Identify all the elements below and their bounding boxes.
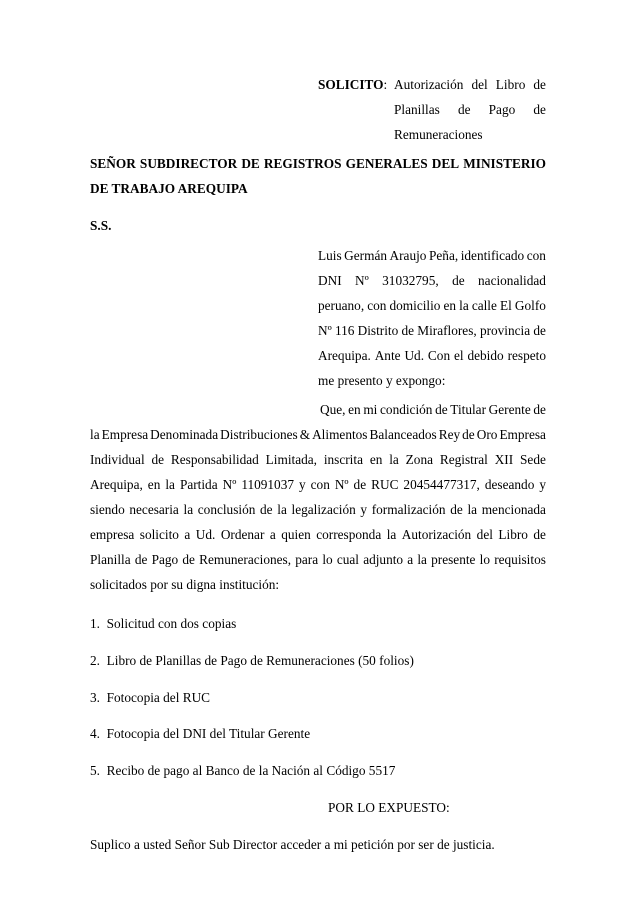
closing-heading: POR LO EXPUESTO:	[328, 800, 450, 815]
word: de	[450, 502, 463, 517]
word: Arequipa.	[318, 348, 371, 363]
word: Individual	[90, 452, 145, 467]
word: en	[443, 298, 457, 313]
word: RUC	[371, 477, 399, 492]
word: Oro	[476, 427, 498, 442]
word: a	[269, 527, 276, 542]
word: Denominada	[150, 427, 219, 442]
word: en	[147, 477, 161, 492]
word: de	[353, 477, 367, 492]
word: la	[165, 477, 175, 492]
word: de	[435, 402, 448, 417]
body-line	[90, 478, 546, 491]
word: Alimentos	[312, 427, 368, 442]
identification-line	[318, 349, 546, 362]
word: 116	[334, 323, 355, 338]
word: la	[467, 502, 478, 517]
word: adjunto	[363, 552, 404, 567]
body-line	[90, 553, 546, 566]
solicito-line-1	[394, 78, 546, 91]
identification-line	[318, 274, 546, 287]
word: de	[452, 273, 465, 288]
word: en	[348, 402, 361, 417]
word: SEÑOR	[90, 156, 136, 171]
word: calle	[471, 298, 497, 313]
word: 31032795,	[382, 273, 439, 288]
word: con	[526, 248, 546, 263]
solicito-line-2	[394, 103, 546, 116]
body-line	[90, 453, 546, 466]
word: SUBDIRECTOR	[139, 156, 238, 171]
word: Pago	[151, 552, 179, 567]
word: de	[151, 452, 165, 467]
word: debido	[467, 348, 504, 363]
word: Distribuciones	[220, 427, 298, 442]
word: 11091037	[241, 477, 295, 492]
word: la	[417, 552, 427, 567]
word: de	[533, 323, 546, 338]
word: Nº	[334, 477, 349, 492]
word: nacionalidad	[478, 273, 546, 288]
word: respeto	[507, 348, 546, 363]
word: GENERALES	[345, 156, 428, 171]
word: Ud.	[195, 527, 216, 542]
word: DEL	[431, 156, 460, 171]
word: para	[295, 552, 319, 567]
word: condición	[380, 402, 433, 417]
word: DNI	[318, 273, 342, 288]
word: formalización	[371, 502, 446, 517]
word: la	[389, 452, 399, 467]
solicito-line-3: Remuneraciones	[394, 127, 483, 142]
word: Titular	[450, 402, 487, 417]
word: con	[367, 298, 387, 313]
word: requisitos	[494, 552, 546, 567]
word: mencionada	[481, 502, 546, 517]
word: necesaria	[129, 502, 179, 517]
word: empresa	[90, 527, 135, 542]
word: Pago	[488, 102, 516, 117]
list-item: 4. Fotocopia del DNI del Titular Gerente	[90, 726, 311, 741]
body-line	[90, 428, 546, 441]
word: Germán	[344, 248, 387, 263]
word: de	[260, 502, 273, 517]
word: deseando	[484, 477, 535, 492]
word: del	[476, 527, 493, 542]
addressee-line-1	[90, 157, 546, 170]
word: de	[182, 552, 195, 567]
word: mi	[363, 402, 378, 417]
word: de	[462, 427, 475, 442]
word: a	[184, 527, 191, 542]
word: presente	[431, 552, 476, 567]
word: de	[134, 552, 148, 567]
word: la	[459, 298, 469, 313]
word: Gerente	[488, 402, 531, 417]
word: del	[471, 77, 488, 92]
word: y	[360, 502, 368, 517]
word: legalización	[291, 502, 356, 517]
word: Miraflores,	[417, 323, 477, 338]
word: la	[277, 502, 287, 517]
word: Luis	[318, 248, 342, 263]
word: Planillas	[394, 102, 440, 117]
word: Autorización	[394, 77, 464, 92]
word: Registral	[439, 452, 488, 467]
word: 20454477317,	[403, 477, 480, 492]
word: Responsabilidad	[170, 452, 259, 467]
word: inscrita	[323, 452, 363, 467]
word: peruano,	[318, 298, 365, 313]
word: Balanceados	[369, 427, 437, 442]
word: Libro	[495, 77, 526, 92]
word: Autorización	[401, 527, 472, 542]
word: Nº	[222, 477, 237, 492]
body-first-line	[320, 403, 546, 416]
body-line-last: solicitados por su digna institución:	[90, 577, 280, 592]
word: quien	[281, 527, 311, 542]
addressee-line-2: DE TRABAJO AREQUIPA	[90, 181, 248, 196]
word: Libro	[498, 527, 528, 542]
word: la	[386, 527, 397, 542]
word: Zona	[405, 452, 433, 467]
word: Limitada,	[265, 452, 317, 467]
word: corresponda	[316, 527, 382, 542]
word: MINISTERIO	[463, 156, 546, 171]
list-item: 5. Recibo de pago al Banco de la Nación al Código 5517	[90, 763, 396, 778]
word: lo	[322, 552, 333, 567]
identification-line	[318, 249, 546, 262]
salutation: S.S.	[90, 218, 112, 233]
identification-line	[318, 324, 546, 337]
word: y	[299, 477, 306, 492]
word: la	[90, 427, 100, 442]
word: el	[453, 348, 464, 363]
word: Peña,	[429, 248, 459, 263]
word: Con	[427, 348, 451, 363]
list-item: 2. Libro de Planillas de Pago de Remuneraciones (50 folios)	[90, 653, 414, 668]
body-line	[90, 528, 546, 541]
identification-line	[318, 299, 546, 312]
word: conclusión	[197, 502, 256, 517]
word: Rey	[438, 427, 461, 442]
word: Ante	[374, 348, 401, 363]
word: la	[183, 502, 194, 517]
word: de	[533, 527, 546, 542]
word: DE	[241, 156, 260, 171]
word: &	[299, 427, 311, 442]
word: domicilio	[389, 298, 441, 313]
body-line	[90, 503, 546, 516]
word: identificado	[460, 248, 525, 263]
word: Golfo	[514, 298, 546, 313]
word: Nº	[318, 323, 332, 338]
word: siendo	[90, 502, 125, 517]
word: Planilla	[90, 552, 131, 567]
word: Ud.	[404, 348, 425, 363]
word: Nº	[355, 273, 369, 288]
solicito-label-line: SOLICITO:	[318, 77, 388, 92]
word: Arequipa,	[90, 477, 143, 492]
solicito-label: SOLICITO	[318, 77, 384, 92]
word: Empresa	[101, 427, 149, 442]
word: de	[401, 323, 415, 338]
word: solicito	[139, 527, 179, 542]
word: a	[407, 552, 414, 567]
word: Sede	[520, 452, 546, 467]
word: de	[533, 402, 546, 417]
word: de	[533, 77, 546, 92]
list-item: 3. Fotocopia del RUC	[90, 690, 211, 705]
word: Que,	[320, 402, 346, 417]
word: de	[533, 102, 546, 117]
word: de	[457, 102, 471, 117]
word: Ordenar	[220, 527, 265, 542]
word: Empresa	[499, 427, 546, 442]
word: con	[310, 477, 330, 492]
identification-line-last: me presento y expongo:	[318, 373, 446, 388]
word: Remuneraciones,	[199, 552, 292, 567]
word: y	[539, 477, 546, 492]
word: provincia	[479, 323, 531, 338]
word: Araujo	[389, 248, 427, 263]
list-item: 1. Solicitud con dos copias	[90, 616, 237, 631]
word: XII	[494, 452, 514, 467]
word: lo	[479, 552, 490, 567]
word: REGISTROS	[263, 156, 342, 171]
word: en	[369, 452, 383, 467]
word: Distrito	[357, 323, 399, 338]
word: Partida	[179, 477, 218, 492]
word: El	[499, 298, 512, 313]
word: cual	[336, 552, 359, 567]
closing-text: Suplico a usted Señor Sub Director acceder a mi petición por ser de justicia.	[90, 837, 495, 852]
